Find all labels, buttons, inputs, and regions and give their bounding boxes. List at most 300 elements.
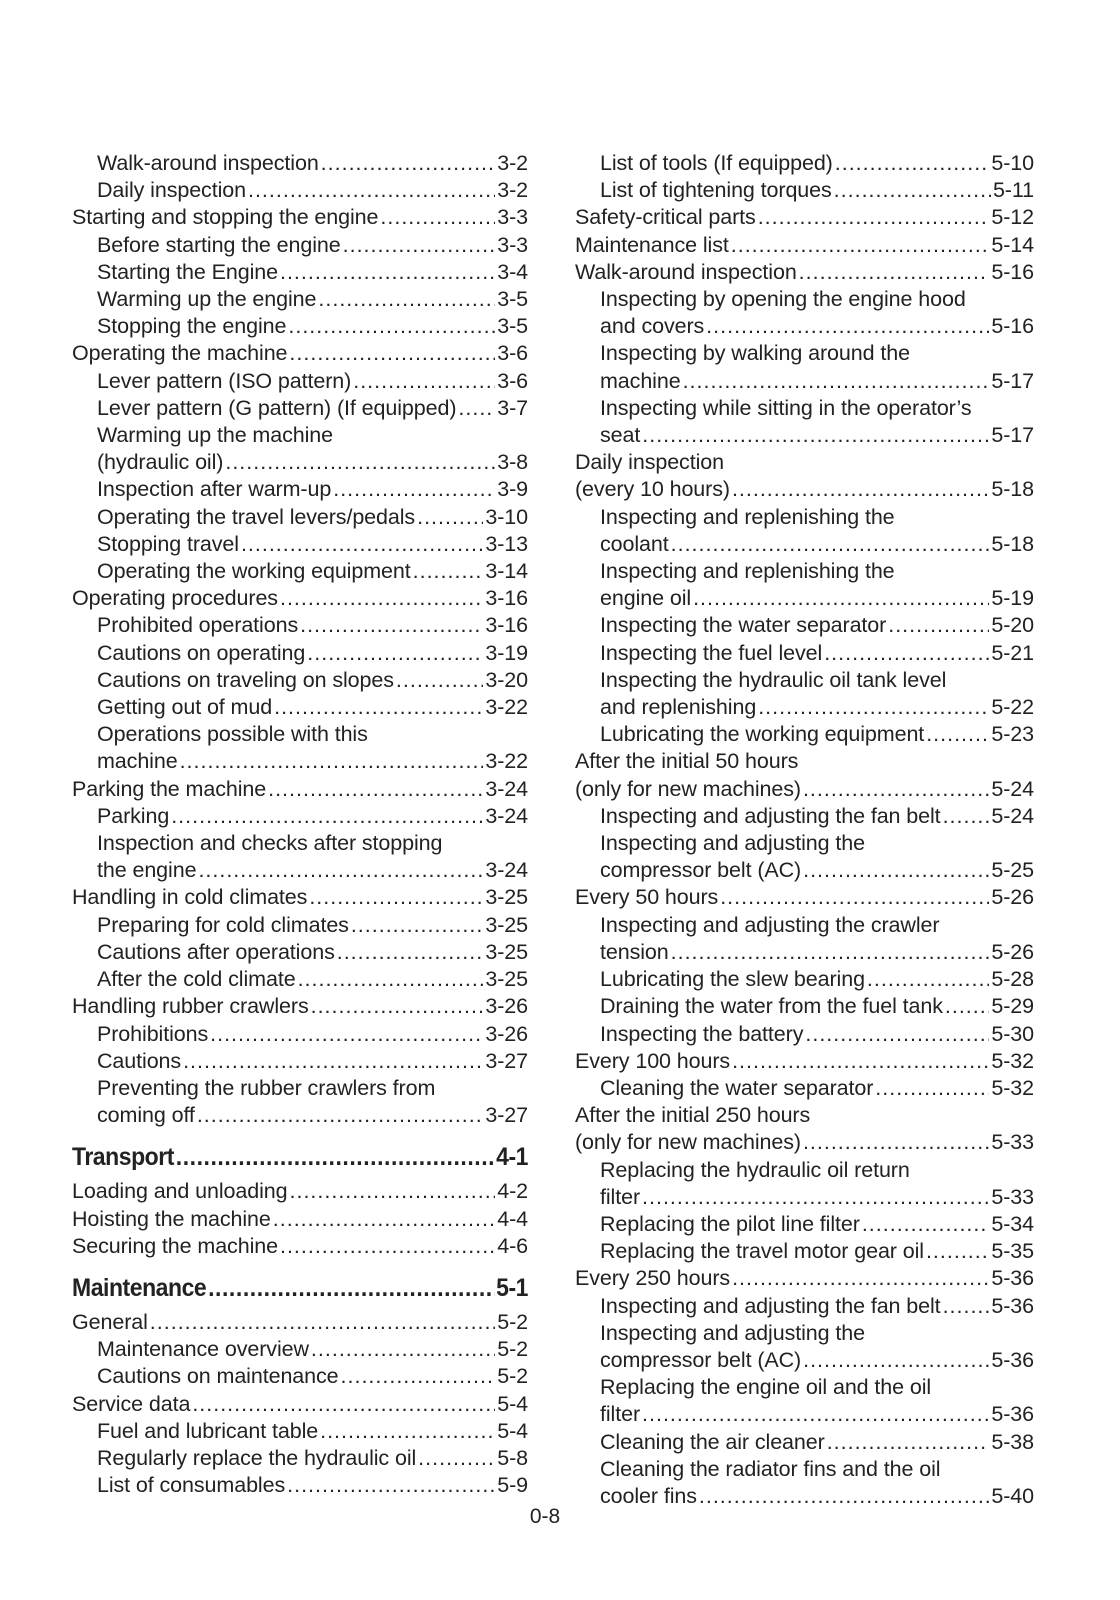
toc-entry[interactable] xyxy=(72,667,528,694)
toc-entry[interactable] xyxy=(72,1472,528,1499)
toc-page-number: 3-27 xyxy=(485,1048,528,1073)
toc-entry-title: Transport xyxy=(72,1143,174,1172)
toc-entry-line xyxy=(600,422,1034,449)
toc-entry-line xyxy=(72,993,528,1020)
dot-leader xyxy=(298,966,484,993)
toc-entry-line xyxy=(72,1233,528,1260)
dot-leader xyxy=(758,204,990,231)
toc-entry-title: Prohibitions xyxy=(97,1021,209,1046)
toc-page-number: 5-8 xyxy=(497,1445,528,1470)
toc-entry[interactable] xyxy=(575,966,1034,993)
toc-page-number: 3-14 xyxy=(485,559,528,584)
toc-entry-title: and covers xyxy=(600,314,705,339)
toc-entry-title: Fuel and lubricant table xyxy=(97,1418,319,1443)
toc-entry[interactable] xyxy=(72,1445,528,1472)
toc-entry-title: Replacing the hydraulic oil return xyxy=(600,1157,910,1182)
toc-entry[interactable] xyxy=(575,1374,1034,1428)
toc-chapter[interactable] xyxy=(72,1140,528,1174)
dot-leader xyxy=(280,1233,495,1260)
toc-page-number: 5-30 xyxy=(991,1021,1034,1046)
toc-page-number: 5-24 xyxy=(991,776,1034,801)
dot-leader xyxy=(926,721,989,748)
toc-entry[interactable] xyxy=(72,1363,528,1390)
toc-entry[interactable] xyxy=(575,1102,1034,1156)
toc-entry-title: coming off xyxy=(97,1103,195,1128)
toc-entry-line xyxy=(97,966,528,993)
toc-entry[interactable] xyxy=(72,830,528,884)
toc-page-number: 4-4 xyxy=(497,1206,528,1231)
toc-page-number: 5-26 xyxy=(991,885,1034,910)
toc-entry[interactable] xyxy=(575,150,1034,177)
toc-entry[interactable] xyxy=(575,177,1034,204)
dot-leader xyxy=(758,694,989,721)
dot-leader xyxy=(192,1391,495,1418)
toc-entry[interactable] xyxy=(72,232,528,259)
toc-entry-title: Operating the working equipment xyxy=(97,559,411,584)
toc-entry-title: Replacing the engine oil and the oil xyxy=(600,1375,932,1400)
toc-entry[interactable] xyxy=(72,1336,528,1363)
toc-entry-line xyxy=(600,1456,1034,1483)
toc-page-number: 4-1 xyxy=(496,1143,529,1172)
toc-entry-title: Parking the machine xyxy=(72,776,267,801)
toc-entry-title: Inspection and checks after stopping xyxy=(97,831,443,856)
toc-entry-line xyxy=(600,313,1034,340)
toc-entry-title: Operating the machine xyxy=(72,341,288,366)
toc-entry-line xyxy=(600,368,1034,395)
dot-leader xyxy=(280,585,483,612)
toc-entry[interactable] xyxy=(72,150,528,177)
toc-entry-line xyxy=(97,612,528,639)
toc-entry[interactable] xyxy=(575,340,1034,394)
dot-leader xyxy=(867,966,989,993)
toc-entry[interactable] xyxy=(575,993,1034,1020)
toc-entry[interactable] xyxy=(575,1238,1034,1265)
toc-entry[interactable] xyxy=(72,1021,528,1048)
toc-page-number: 5-23 xyxy=(991,722,1034,747)
dot-leader xyxy=(343,232,496,259)
toc-entry-line xyxy=(72,1391,528,1418)
toc-entry[interactable] xyxy=(575,1456,1034,1510)
dot-leader xyxy=(197,1102,484,1129)
toc-page-number: 3-7 xyxy=(497,395,528,420)
dot-leader xyxy=(683,368,990,395)
toc-entry-title: Preventing the rubber crawlers from xyxy=(97,1075,436,1100)
toc-entry-line xyxy=(575,259,1034,286)
toc-entry-line xyxy=(97,1021,528,1048)
dot-leader xyxy=(888,612,989,639)
toc-entry[interactable] xyxy=(72,1048,528,1075)
toc-entry[interactable] xyxy=(72,1206,528,1233)
toc-entry-line xyxy=(97,1445,528,1472)
toc-entry[interactable] xyxy=(72,395,528,422)
toc-entry-title: and replenishing xyxy=(600,695,757,720)
toc-entry-title: Inspecting and adjusting the fan belt xyxy=(600,803,941,828)
toc-page-number: 4-6 xyxy=(497,1233,528,1258)
dot-leader xyxy=(731,232,990,259)
toc-entry-line xyxy=(97,939,528,966)
toc-entry-title: Cautions after operations xyxy=(97,939,335,964)
toc-chapter[interactable] xyxy=(72,1271,528,1305)
dot-leader xyxy=(176,1140,495,1174)
toc-entry-title: Inspecting by walking around the xyxy=(600,341,910,366)
toc-entry-title: Operating the travel levers/pedals xyxy=(97,504,416,529)
dot-leader xyxy=(732,1048,989,1075)
toc-entry-line xyxy=(575,884,1034,911)
toc-entry-title: machine xyxy=(600,368,681,393)
dot-leader xyxy=(803,1347,989,1374)
dot-leader xyxy=(183,1048,483,1075)
toc-page-number: 5-14 xyxy=(991,232,1034,257)
toc-page-number: 5-32 xyxy=(991,1048,1034,1073)
toc-entry[interactable] xyxy=(72,1391,528,1418)
toc-page-number: 3-27 xyxy=(485,1103,528,1128)
toc-right-column xyxy=(575,150,1034,1510)
toc-entry[interactable] xyxy=(72,259,528,286)
toc-entry[interactable] xyxy=(72,1075,528,1129)
toc-entry[interactable] xyxy=(575,748,1034,802)
dot-leader xyxy=(248,177,495,204)
toc-entry-title: Inspection after warm-up xyxy=(97,477,332,502)
toc-entry-line xyxy=(97,558,528,585)
toc-entry[interactable] xyxy=(575,721,1034,748)
toc-entry-title: Cautions xyxy=(97,1048,182,1073)
toc-entry[interactable] xyxy=(575,640,1034,667)
toc-entry[interactable] xyxy=(575,232,1034,259)
toc-entry-line xyxy=(600,966,1034,993)
toc-page-number: 3-3 xyxy=(497,205,528,230)
toc-entry-line xyxy=(575,1048,1034,1075)
toc-page-number: 3-9 xyxy=(497,477,528,502)
toc-entry[interactable] xyxy=(72,912,528,939)
toc-page-number: 5-26 xyxy=(991,939,1034,964)
dot-leader xyxy=(311,1336,495,1363)
toc-page-number: 5-36 xyxy=(991,1347,1034,1372)
toc-entry[interactable] xyxy=(575,1429,1034,1456)
toc-entry[interactable] xyxy=(575,558,1034,612)
toc-entry-line xyxy=(97,313,528,340)
toc-entry[interactable] xyxy=(72,803,528,830)
toc-entry[interactable] xyxy=(72,1309,528,1336)
toc-page-number: 5-25 xyxy=(991,858,1034,883)
dot-leader xyxy=(353,368,495,395)
toc-page-number: 3-2 xyxy=(497,178,528,203)
dot-leader xyxy=(241,531,483,558)
toc-entry[interactable] xyxy=(575,1021,1034,1048)
toc-entry[interactable] xyxy=(72,1233,528,1260)
toc-page-number: 3-5 xyxy=(497,314,528,339)
toc-entry[interactable] xyxy=(575,1320,1034,1374)
toc-entry[interactable] xyxy=(575,912,1034,966)
toc-entry[interactable] xyxy=(72,286,528,313)
dot-leader xyxy=(318,286,495,313)
dot-leader xyxy=(803,1129,989,1156)
toc-entry-line xyxy=(72,884,528,911)
toc-entry-line xyxy=(600,912,1034,939)
toc-entry-line xyxy=(97,721,528,748)
toc-entry-title: After the initial 250 hours xyxy=(575,1103,811,1128)
dot-leader xyxy=(720,884,989,911)
toc-entry-title: the engine xyxy=(97,858,197,883)
toc-entry[interactable] xyxy=(72,1178,528,1205)
toc-entry-title: Warming up the machine xyxy=(97,423,334,448)
toc-entry-line xyxy=(97,857,528,884)
toc-entry-line xyxy=(97,1075,528,1102)
dot-leader xyxy=(875,1075,989,1102)
dot-leader xyxy=(693,585,989,612)
dot-leader xyxy=(835,150,990,177)
toc-entry[interactable] xyxy=(72,612,528,639)
toc-entry-line xyxy=(600,585,1034,612)
toc-entry-line xyxy=(97,1048,528,1075)
toc-entry-title: Every 250 hours xyxy=(575,1266,731,1291)
toc-entry-title: Every 100 hours xyxy=(575,1048,731,1073)
toc-entry[interactable] xyxy=(575,504,1034,558)
dot-leader xyxy=(943,803,990,830)
dot-leader xyxy=(926,1238,989,1265)
toc-entry-line xyxy=(600,531,1034,558)
toc-entry-title: Draining the water from the fuel tank xyxy=(600,994,943,1019)
dot-leader xyxy=(706,313,989,340)
toc-entry[interactable] xyxy=(575,884,1034,911)
toc-entry-title: Cleaning the radiator fins and the oil xyxy=(600,1456,941,1481)
dot-leader xyxy=(150,1309,495,1336)
toc-entry[interactable] xyxy=(575,803,1034,830)
toc-page-number: 5-29 xyxy=(991,994,1034,1019)
toc-entry-line xyxy=(575,1129,1034,1156)
toc-entry-title: Inspecting and replenishing the xyxy=(600,504,895,529)
toc-page-number: 3-25 xyxy=(485,967,528,992)
toc-entry[interactable] xyxy=(72,1418,528,1445)
toc-entry-line xyxy=(72,1140,528,1174)
toc-entry[interactable] xyxy=(72,422,528,476)
dot-leader xyxy=(351,912,484,939)
toc-entry[interactable] xyxy=(575,449,1034,503)
dot-leader xyxy=(290,1178,496,1205)
toc-entry-title: Getting out of mud xyxy=(97,695,273,720)
toc-entry[interactable] xyxy=(575,1293,1034,1320)
toc-entry[interactable] xyxy=(575,1157,1034,1211)
toc-entry-line xyxy=(97,1472,528,1499)
dot-leader xyxy=(413,558,484,585)
dot-leader xyxy=(274,694,483,721)
toc-entry-title: Stopping the engine xyxy=(97,314,287,339)
toc-entry-title: Parking xyxy=(97,803,170,828)
toc-entry-line xyxy=(575,1265,1034,1292)
toc-page-number: 5-16 xyxy=(991,314,1034,339)
dot-leader xyxy=(300,612,483,639)
toc-entry-line xyxy=(97,1102,528,1129)
toc-entry-title: Inspecting the water separator xyxy=(600,613,887,638)
toc-entry-line xyxy=(72,1178,528,1205)
toc-entry-title: compressor belt (AC) xyxy=(600,858,802,883)
toc-entry-line xyxy=(72,1271,528,1305)
toc-entry[interactable] xyxy=(575,1048,1034,1075)
toc-page-number: 5-9 xyxy=(497,1473,528,1498)
toc-entry[interactable] xyxy=(72,585,528,612)
toc-entry-title: Replacing the travel motor gear oil xyxy=(600,1239,924,1264)
toc-entry-line xyxy=(97,640,528,667)
toc-entry[interactable] xyxy=(72,204,528,231)
toc-entry[interactable] xyxy=(575,667,1034,721)
toc-entry[interactable] xyxy=(72,531,528,558)
toc-page-number: 5-20 xyxy=(991,613,1034,638)
toc-entry-title: tension xyxy=(600,939,669,964)
toc-entry-line xyxy=(97,830,528,857)
toc-entry-title: Maintenance list xyxy=(575,232,729,257)
dot-leader xyxy=(418,1445,495,1472)
toc-entry[interactable] xyxy=(72,558,528,585)
toc-entry-line xyxy=(97,748,528,775)
dot-leader xyxy=(732,476,989,503)
toc-entry-title: Service data xyxy=(72,1391,191,1416)
toc-entry-line xyxy=(600,558,1034,585)
toc-page-number: 5-21 xyxy=(991,640,1034,665)
toc-page-number: 5-36 xyxy=(991,1293,1034,1318)
toc-entry[interactable] xyxy=(575,1075,1034,1102)
toc-entry-line xyxy=(97,177,528,204)
toc-page-number: 5-34 xyxy=(991,1211,1034,1236)
toc-page-number: 3-26 xyxy=(485,1021,528,1046)
toc-page-number: 5-4 xyxy=(497,1418,528,1443)
toc-page-number: 3-24 xyxy=(485,776,528,801)
toc-entry-line xyxy=(97,259,528,286)
toc-entry[interactable] xyxy=(72,504,528,531)
toc-entry-title: Warming up the engine xyxy=(97,287,317,312)
toc-entry-line xyxy=(97,531,528,558)
toc-entry-line xyxy=(600,177,1034,204)
dot-leader xyxy=(273,1206,495,1233)
toc-page-number: 3-6 xyxy=(497,341,528,366)
toc-entry-title: General xyxy=(72,1309,148,1334)
toc-entry-line xyxy=(600,1238,1034,1265)
toc-entry-line xyxy=(97,504,528,531)
toc-entry-line xyxy=(97,912,528,939)
toc-entry[interactable] xyxy=(72,993,528,1020)
toc-entry[interactable] xyxy=(575,1211,1034,1238)
toc-page-number: 3-24 xyxy=(485,858,528,883)
toc-entry[interactable] xyxy=(72,640,528,667)
dot-leader xyxy=(210,1021,483,1048)
toc-entry[interactable] xyxy=(72,939,528,966)
dot-leader xyxy=(642,1184,989,1211)
toc-entry-title: Inspecting and adjusting the xyxy=(600,1320,865,1345)
dot-leader xyxy=(803,857,989,884)
toc-entry[interactable] xyxy=(72,177,528,204)
toc-entry-line xyxy=(600,150,1034,177)
toc-page-number: 3-6 xyxy=(497,368,528,393)
toc-entry[interactable] xyxy=(72,966,528,993)
toc-entry-line xyxy=(600,1075,1034,1102)
toc-entry-title: Hoisting the machine xyxy=(72,1206,271,1231)
toc-entry-line xyxy=(600,667,1034,694)
toc-entry-line xyxy=(97,286,528,313)
toc-entry-line xyxy=(600,1211,1034,1238)
toc-page-number: 3-25 xyxy=(485,885,528,910)
toc-entry[interactable] xyxy=(575,259,1034,286)
toc-page-number: 3-19 xyxy=(485,640,528,665)
toc-entry-line xyxy=(600,1320,1034,1347)
toc-entry-line xyxy=(600,1401,1034,1428)
toc-entry-line xyxy=(600,694,1034,721)
toc-entry-title: Daily inspection xyxy=(97,178,246,203)
toc-page-number: 3-24 xyxy=(485,803,528,828)
toc-entry[interactable] xyxy=(575,204,1034,231)
toc-entry[interactable] xyxy=(575,286,1034,340)
toc-entry-title: After the cold climate xyxy=(97,967,296,992)
toc-entry-title: engine oil xyxy=(600,586,692,611)
dot-leader xyxy=(417,504,483,531)
toc-page-number: 5-2 xyxy=(497,1309,528,1334)
toc-entry-line xyxy=(97,667,528,694)
toc-entry-title: Inspecting and replenishing the xyxy=(600,559,895,584)
toc-entry-title: (hydraulic oil) xyxy=(97,450,224,475)
toc-entry[interactable] xyxy=(575,1265,1034,1292)
dot-leader xyxy=(396,667,483,694)
toc-entry-title: Inspecting and adjusting the fan belt xyxy=(600,1293,941,1318)
toc-entry-title: List of consumables xyxy=(97,1473,286,1498)
toc-entry-line xyxy=(97,1418,528,1445)
toc-page-number: 5-24 xyxy=(991,803,1034,828)
toc-entry[interactable] xyxy=(72,368,528,395)
dot-leader xyxy=(311,993,484,1020)
toc-entry[interactable] xyxy=(72,694,528,721)
toc-entry[interactable] xyxy=(72,313,528,340)
toc-page-number: 5-10 xyxy=(991,151,1034,175)
toc-entry[interactable] xyxy=(72,476,528,503)
toc-entry[interactable] xyxy=(72,340,528,367)
toc-entry[interactable] xyxy=(575,830,1034,884)
dot-leader xyxy=(732,1265,989,1292)
toc-page-number: 5-4 xyxy=(497,1391,528,1416)
toc-entry-line xyxy=(600,1374,1034,1401)
toc-entry[interactable] xyxy=(575,612,1034,639)
toc-entry-title: (only for new machines) xyxy=(575,1130,801,1155)
dot-leader xyxy=(307,640,483,667)
toc-entry[interactable] xyxy=(575,395,1034,449)
toc-page-number: 5-36 xyxy=(991,1266,1034,1291)
toc-entry-title: cooler fins xyxy=(600,1483,697,1508)
toc-page-number: 5-35 xyxy=(991,1239,1034,1264)
dot-leader xyxy=(642,1401,989,1428)
toc-entry-line xyxy=(575,232,1034,259)
toc-page-number: 5-19 xyxy=(991,586,1034,611)
toc-entry-title: Cautions on traveling on slopes xyxy=(97,667,394,692)
toc-page-number: 5-11 xyxy=(992,178,1034,203)
dot-leader xyxy=(945,993,989,1020)
toc-entry-title: Stopping travel xyxy=(97,531,239,556)
toc-entry-line xyxy=(600,340,1034,367)
toc-entry-line xyxy=(600,1429,1034,1456)
toc-entry-line xyxy=(600,1347,1034,1374)
toc-entry-line xyxy=(97,1363,528,1390)
dot-leader xyxy=(180,748,484,775)
toc-entry[interactable] xyxy=(72,884,528,911)
dot-leader xyxy=(333,476,495,503)
toc-entry-title: Daily inspection xyxy=(575,450,724,475)
dot-leader xyxy=(280,259,495,286)
toc-entry-line xyxy=(97,422,528,449)
dot-leader xyxy=(458,395,495,422)
toc-entry[interactable] xyxy=(72,776,528,803)
toc-entry-line xyxy=(97,150,528,177)
dot-leader xyxy=(225,449,495,476)
toc-entry[interactable] xyxy=(72,721,528,775)
toc-entry-title: Cleaning the air cleaner xyxy=(600,1429,825,1454)
toc-page-number: 5-28 xyxy=(991,967,1034,992)
toc-entry-title: Inspecting while sitting in the operator’s xyxy=(600,395,972,420)
toc-entry-line xyxy=(72,776,528,803)
toc-entry-title: Loading and unloading xyxy=(72,1179,288,1204)
